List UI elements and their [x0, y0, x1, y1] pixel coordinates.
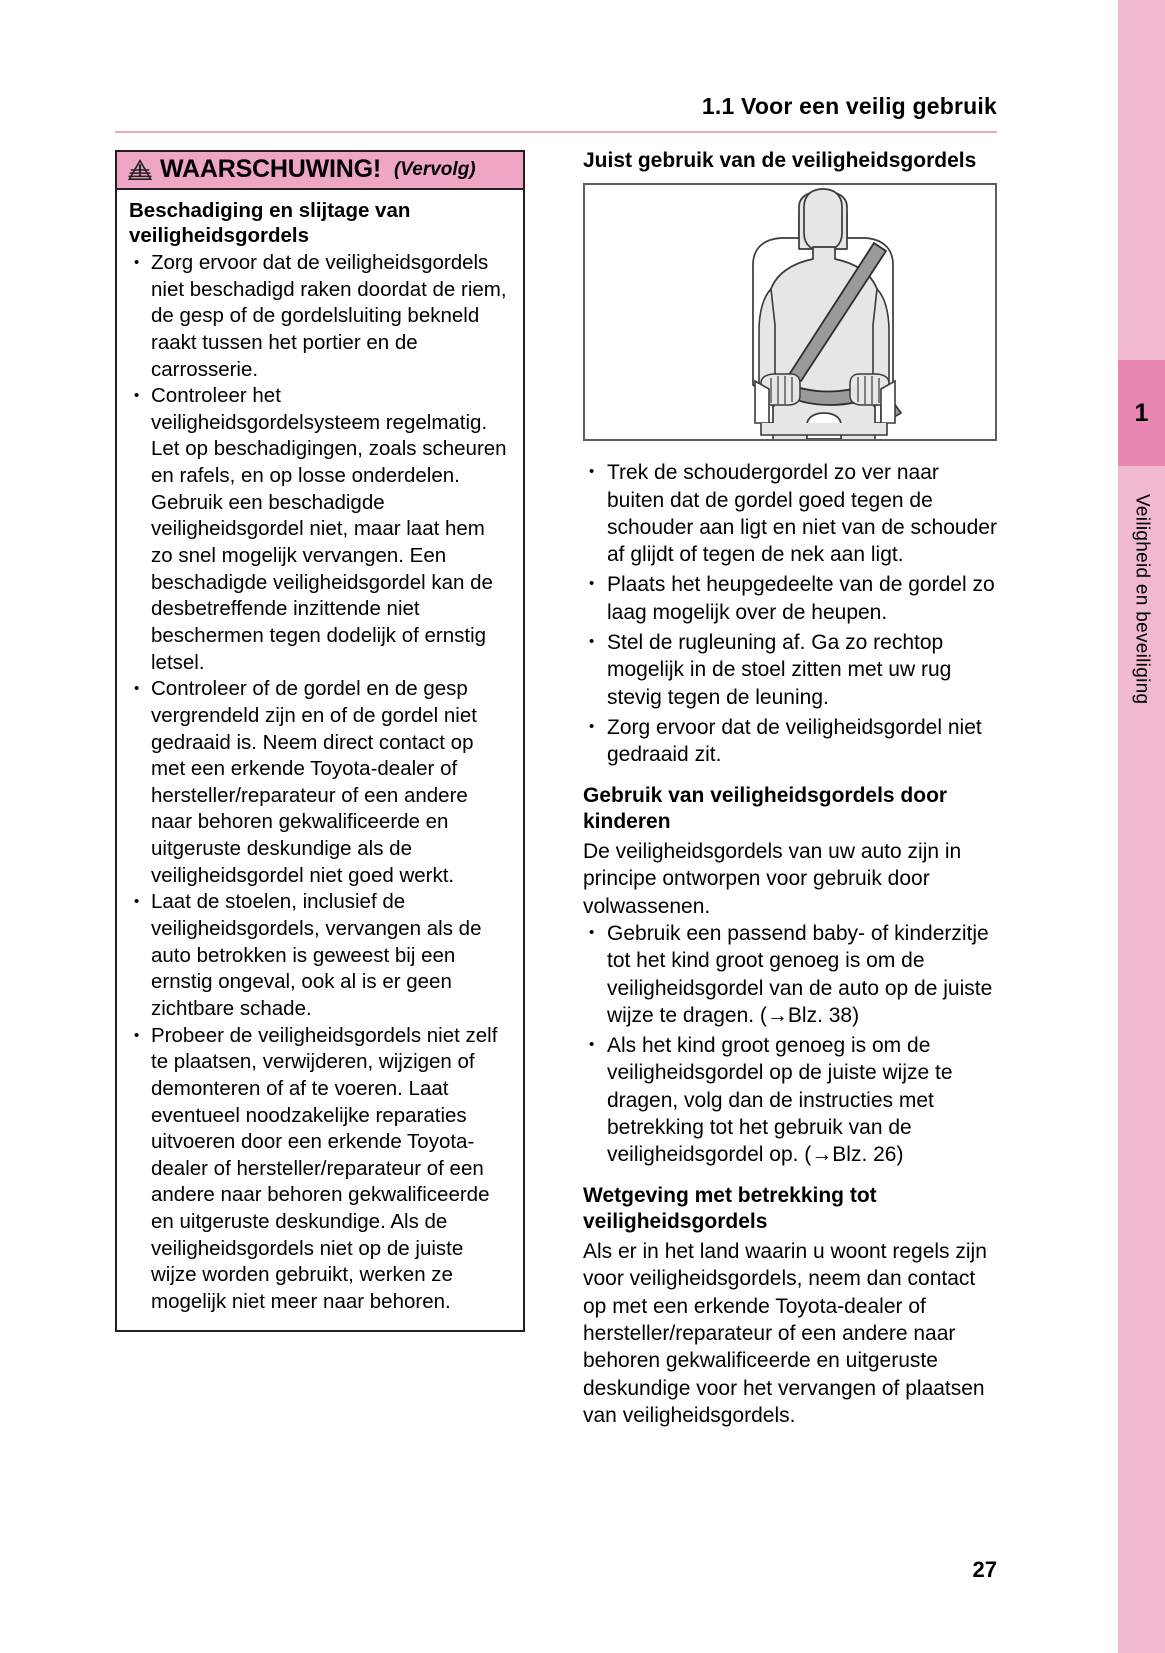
- page-number: 27: [972, 1557, 997, 1582]
- warning-triangle-icon: [127, 158, 153, 181]
- warning-title: WAARSCHUWING!: [160, 155, 381, 183]
- legislation-paragraph: Als er in het land waarin u woont regels zijn voor veiligheidsgordels, neem dan contact op met een erkende Toyota-dealer of hersteller/reparateur of een andere naar behoren gekwalificeerde en uitgeruste deskundige voor het vervangen of plaatsen van veiligheidsgordels.: [583, 1240, 987, 1427]
- list-item: • Zorg ervoor dat de veiligheidsgordel niet gedraaid zit.: [583, 714, 997, 769]
- list-item: • Zorg ervoor dat de veiligheidsgordels niet beschadigd raken doordat de riem, de gesp of de gordelsluiting bekneld raakt tussen het portier en de carrosserie.: [129, 250, 511, 383]
- list-item: • Stel de rugleuning af. Ga zo rechtop mogelijk in de stoel zitten met uw rug stevig tegen de leuning.: [583, 629, 997, 711]
- side-tab-chapter-number: 1: [1118, 360, 1165, 466]
- list-item: • Laat de stoelen, inclusief de veiligheidsgordels, vervangen als de auto betrokken is geweest bij een ernstig ongeval, ook al is er geen zichtbare schade.: [129, 889, 511, 1022]
- warning-bullet-list: [129, 250, 511, 1316]
- list-item: • Als het kind groot genoeg is om de veiligheidsgordel op de juiste wijze te dragen, volg dan de instructies met betrekking tot het gebruik van de veiligheidsgordel op. (→Blz. 26): [583, 1032, 997, 1168]
- warning-box-body: [117, 190, 523, 1330]
- right-column: [583, 148, 997, 1429]
- header-divider: [115, 131, 997, 133]
- section-heading-correct-use: Juist gebruik van de veiligheidsgordels: [583, 149, 977, 172]
- list-item: • Probeer de veiligheidsgordels niet zelf te plaatsen, verwijderen, wijzigen of demonteren of af te voeren. Laat eventueel noodzakelijke reparaties uitvoeren door een erkende Toyota-dealer of hersteller/reparateur of een andere naar behoren gekwalificeerde en uitgeruste deskundige. Als de veiligheidsgordels niet op de juiste wijze worden gebruikt, werken ze mogelijk niet meer naar behoren.: [129, 1023, 511, 1316]
- children-intro-paragraph: De veiligheidsgordels van uw auto zijn in principe ontworpen voor gebruik door volwassenen.: [583, 840, 962, 918]
- list-item: • Controleer het veiligheidsgordelsysteem regelmatig. Let op beschadigingen, zoals scheuren en rafels, en op losse onderdelen. Gebruik een beschadigde veiligheidsgordel niet, maar laat hem zo snel mogelijk vervangen. Een beschadigde veiligheidsgordel kan de desbetreffende inzittende niet beschermen tegen dodelijk of ernstig letsel.: [129, 383, 511, 676]
- warning-box: [115, 150, 525, 1332]
- warning-continued-label: (Vervolg): [393, 159, 476, 180]
- side-tab-chapter-label: [1118, 466, 1165, 1653]
- correct-use-bullet-list: [583, 459, 997, 768]
- children-bullet-list: [583, 920, 997, 1169]
- side-tab-top-band: [1118, 0, 1165, 360]
- list-item: • Plaats het heupgedeelte van de gordel zo laag mogelijk over de heupen.: [583, 571, 997, 626]
- warning-section-heading: Beschadiging en slijtage van veiligheidsgordels: [129, 199, 411, 247]
- left-column: [115, 150, 525, 1332]
- chapter-side-tab: [1118, 0, 1165, 1653]
- list-item: • Controleer of de gordel en de gesp vergrendeld zijn en of de gordel niet gedraaid is. Neem direct contact op met een erkende Toyota-dealer of hersteller/reparateur of een andere naar behoren gekwalificeerde en uitgeruste deskundige als de veiligheidsgordel niet goed werkt.: [129, 676, 511, 889]
- seatbelt-figure-svg: [585, 185, 995, 439]
- list-item: • Gebruik een passend baby- of kinderzitje tot het kind groot genoeg is om de veiligheidsgordel van de auto op de juiste wijze te dragen. (→Blz. 38): [583, 920, 997, 1029]
- section-heading-children: Gebruik van veiligheidsgordels door kinderen: [583, 783, 948, 833]
- warning-box-header: [117, 152, 523, 190]
- section-heading-legislation: Wetgeving met betrekking tot veiligheidsgordels: [583, 1183, 877, 1233]
- page-title: 1.1 Voor een veilig gebruik: [701, 93, 997, 119]
- seated-occupant-with-seatbelt-illustration: [583, 183, 997, 441]
- side-tab-chapter-label-text: Veiligheid en beveiliging: [1131, 494, 1153, 705]
- list-item: • Trek de schoudergordel zo ver naar buiten dat de gordel goed tegen de schouder aan ligt en niet van de schouder af glijdt of tegen de nek aan ligt.: [583, 459, 997, 568]
